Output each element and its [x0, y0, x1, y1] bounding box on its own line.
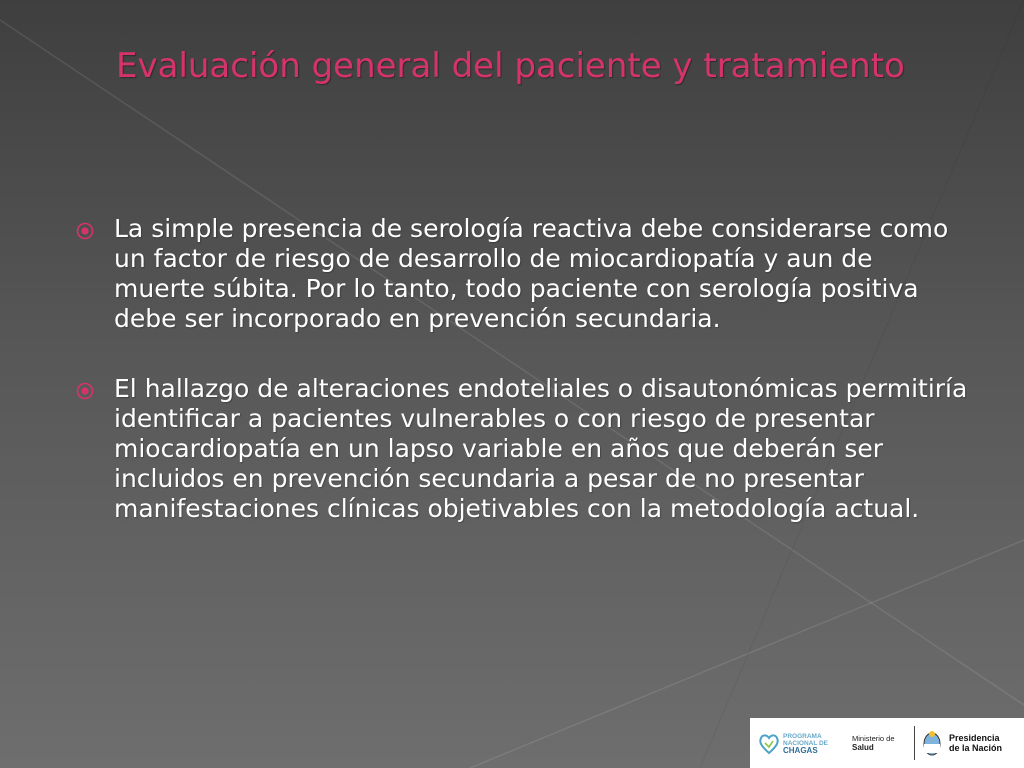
chagas-label-2: NACIONAL DE	[783, 739, 829, 747]
bullet-text: El hallazgo de alteraciones endoteliales o disautonómicas permitiría identificar a pacientes vulnerables o con riesgo de presentar miocardiopatía en un lapso variable en años que deberán ser incluidos en prevención secundaria a pesar de no presentar manifestaciones clínicas objetivables con la metodología actual.	[114, 374, 968, 523]
bullet-text: La simple presencia de serología reactiva debe considerarse como un factor de riesgo de desarrollo de miocardiopatía y aun de muerte súbita. Por lo tanto, todo paciente con serología positiva debe ser incorporado en prevención secundaria.	[114, 214, 949, 333]
footer-logos	[750, 718, 1024, 768]
presidencia-logo	[949, 733, 1002, 753]
footer-divider	[914, 726, 915, 760]
presidencia-label-1: Presidencia	[949, 733, 1000, 743]
slide-title: Evaluación general del paciente y tratamiento	[116, 46, 905, 86]
ministerio-label-2: Salud	[852, 743, 874, 752]
chagas-program-logo	[758, 730, 846, 756]
circle-dot-bullet-icon	[76, 382, 94, 400]
national-shield-icon	[921, 728, 943, 758]
bullet-list	[70, 214, 970, 564]
ministerio-logo	[852, 734, 914, 752]
ministerio-label-1: Ministerio de	[852, 734, 895, 743]
bullet-item	[70, 214, 970, 334]
bullet-item	[70, 374, 970, 524]
presidencia-label-2: de la Nación	[949, 743, 1003, 753]
chagas-label-3: CHAGAS	[783, 745, 818, 755]
chagas-label-1: PROGRAMA	[783, 732, 822, 740]
chagas-heart-icon	[758, 730, 780, 756]
circle-dot-bullet-icon	[76, 222, 94, 240]
